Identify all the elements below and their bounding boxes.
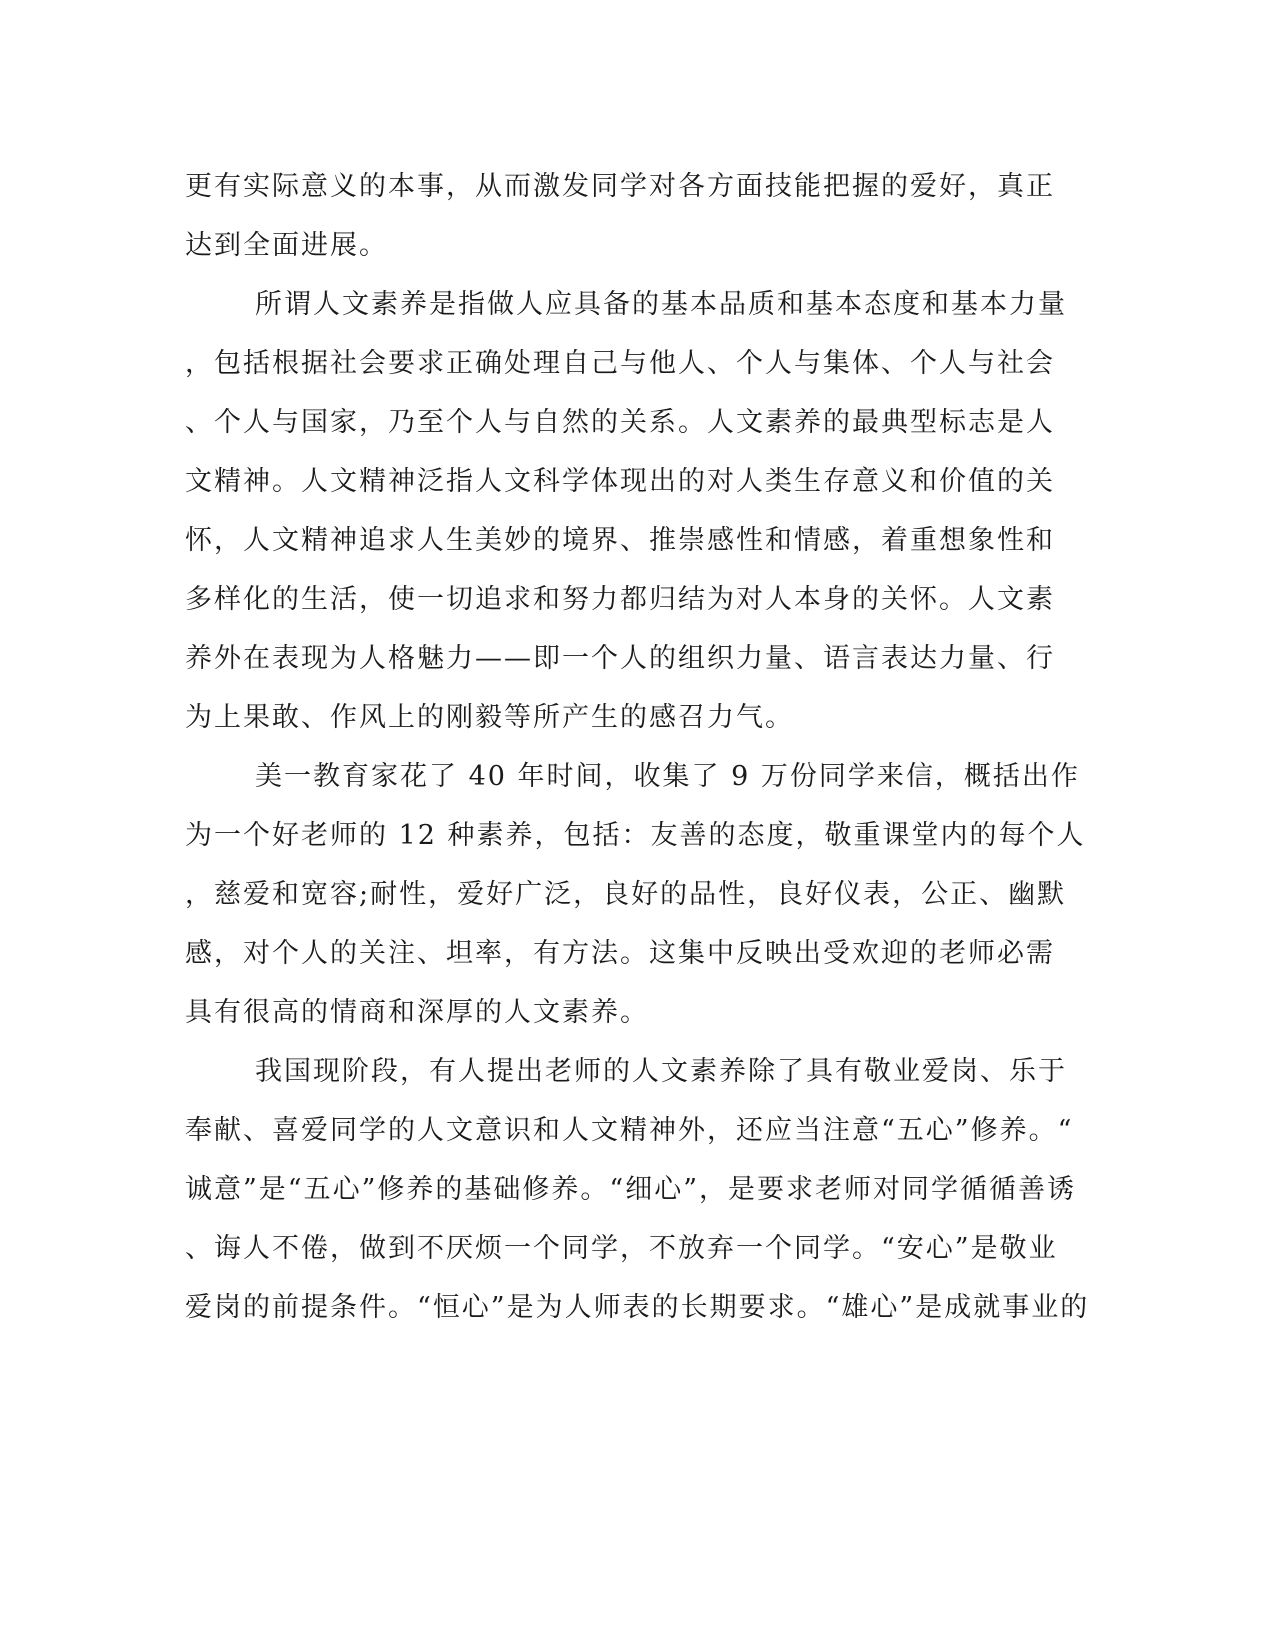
- text-line: 我国现阶段，有人提出老师的人文素养除了具有敬业爱岗、乐于: [255, 1056, 1067, 1087]
- text-line: ，慈爱和宽容;耐性，爱好广泛，良好的品性，良好仪表，公正、幽默: [185, 879, 1067, 910]
- text-line: 、诲人不倦，做到不厌烦一个同学，不放弃一个同学。“安心”是敬业: [185, 1233, 1058, 1264]
- text-line: 达到全面进展。: [185, 230, 388, 261]
- text-line: 具有很高的情商和深厚的人文素养。: [185, 997, 649, 1028]
- text-line: ，包括根据社会要求正确处理自己与他人、个人与集体、个人与社会: [185, 348, 1055, 379]
- text-line: 奉献、喜爱同学的人文意识和人文精神外，还应当注意“五心”修养。“: [185, 1115, 1074, 1146]
- text-line: 美一教育家花了 40 年时间，收集了 9 万份同学来信，概括出作: [255, 761, 1080, 792]
- text-line: 、个人与国家，乃至个人与自然的关系。人文素养的最典型标志是人: [185, 407, 1055, 438]
- text-line: 养外在表现为人格魅力——即一个人的组织力量、语言表达力量、行: [185, 643, 1055, 674]
- text-line: 文精神。人文精神泛指人文科学体现出的对人类生存意义和价值的关: [185, 466, 1055, 497]
- text-line: 诚意”是“五心”修养的基础修养。“细心”，是要求老师对同学循循善诱: [185, 1174, 1077, 1205]
- text-line: 多样化的生活，使一切追求和努力都归结为对人本身的关怀。人文素: [185, 584, 1055, 615]
- body-text: [185, 157, 1090, 1337]
- text-line: 爱岗的前提条件。“恒心”是为人师表的长期要求。“雄心”是成就事业的: [185, 1292, 1090, 1323]
- text-line: 为一个好老师的 12 种素养，包括：友善的态度，敬重课堂内的每个人: [185, 820, 1086, 851]
- text-line: 所谓人文素养是指做人应具备的基本品质和基本态度和基本力量: [255, 289, 1067, 320]
- text-line: 感，对个人的关注、坦率，有方法。这集中反映出受欢迎的老师必需: [185, 938, 1055, 969]
- text-line: 怀，人文精神追求人生美妙的境界、推崇感性和情感，着重想象性和: [185, 525, 1055, 556]
- text-line: 更有实际意义的本事，从而激发同学对各方面技能把握的爱好，真正: [185, 171, 1055, 202]
- text-line: 为上果敢、作风上的刚毅等所产生的感召力气。: [185, 702, 794, 733]
